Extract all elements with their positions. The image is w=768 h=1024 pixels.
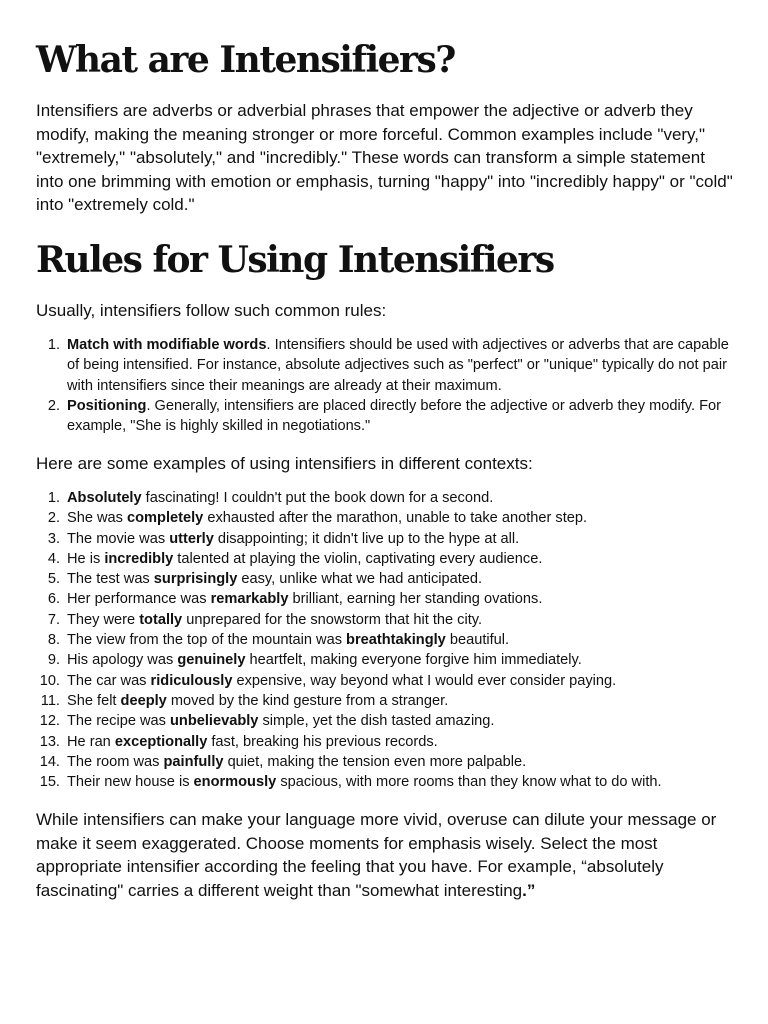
example-text-after: expensive, way beyond what I would ever consider paying. bbox=[232, 672, 617, 689]
closing-text: While intensifiers can make your language more vivid, overuse can dilute your message or make it seem exaggerated. Choose moments for emphasis wisely. Select the most appropriate intensifier according the feeling that you have. For example, “absolutely fascinating" carries a different weight than "somewhat interesting bbox=[36, 810, 717, 900]
rules-list bbox=[36, 335, 736, 436]
example-number: 4. bbox=[47, 550, 60, 567]
example-intensifier: unbelievably bbox=[170, 713, 259, 730]
example-text-before: His apology was bbox=[67, 652, 178, 669]
example-text-before: He is bbox=[67, 550, 105, 567]
example-intensifier: ridiculously bbox=[150, 672, 233, 689]
rule-title: Positioning bbox=[67, 397, 147, 414]
example-text-before: The car was bbox=[67, 672, 151, 689]
example-number: 1. bbox=[47, 489, 60, 506]
intro-paragraph: Intensifiers are adverbs or adverbial phrases that empower the adjective or adverb they modify, making the meaning stronger or more forceful. Common examples include "very," "extremely," "absolutely," and "incredibly." These words can transform a simple statement into one brimming with emotion or emphasis, turning "happy" into "incredibly happy" or "cold" into "extremely cold." bbox=[36, 101, 733, 214]
example-number: 14. bbox=[39, 753, 60, 770]
article bbox=[36, 38, 736, 902]
example-text-after: beautiful. bbox=[445, 632, 510, 649]
rule-text: . Intensifiers should be used with adjectives or adverbs that are capable of being intensified. For instance, absolute adjectives such as "perfect" or "unique" typically do not pair with intensifiers since their meanings are already at their maximum. bbox=[67, 337, 729, 394]
rules-lead: Usually, intensifiers follow such common rules: bbox=[36, 300, 387, 320]
example-text-after: spacious, with more rooms than they know what to do with. bbox=[276, 774, 662, 791]
example-text-after: heartfelt, making everyone forgive him immediately. bbox=[245, 652, 582, 669]
rule-text: . Generally, intensifiers are placed directly before the adjective or adverb they modify. For example, "She is highly skilled in negotiations." bbox=[67, 397, 722, 435]
example-intensifier: completely bbox=[127, 510, 204, 527]
example-intensifier: deeply bbox=[120, 692, 167, 709]
intro-heading: What are Intensifiers? bbox=[36, 39, 455, 81]
example-item bbox=[36, 529, 736, 549]
example-number: 12. bbox=[39, 713, 60, 730]
example-number: 6. bbox=[47, 591, 60, 608]
examples-list bbox=[36, 488, 736, 792]
example-text-after: exhausted after the marathon, unable to take another step. bbox=[203, 510, 588, 527]
example-text-after: simple, yet the dish tasted amazing. bbox=[258, 713, 495, 730]
example-text-before: The movie was bbox=[67, 530, 170, 547]
example-text-after: disappointing; it didn't live up to the hype at all. bbox=[213, 530, 520, 547]
example-text-after: moved by the kind gesture from a stranger. bbox=[166, 692, 449, 709]
example-text-before: Her performance was bbox=[67, 591, 211, 608]
example-item bbox=[36, 752, 736, 772]
example-item bbox=[36, 691, 736, 711]
example-item bbox=[36, 508, 736, 528]
example-item bbox=[36, 671, 736, 691]
example-item bbox=[36, 650, 736, 670]
rules-heading: Rules for Using Intensifiers bbox=[36, 238, 554, 281]
example-item bbox=[36, 711, 736, 731]
example-item bbox=[36, 610, 736, 630]
example-intensifier: exceptionally bbox=[114, 733, 208, 750]
example-text-before: They were bbox=[67, 611, 140, 628]
example-intensifier: enormously bbox=[193, 774, 277, 791]
example-item bbox=[36, 589, 736, 609]
example-intensifier: breathtakingly bbox=[346, 632, 446, 649]
example-text-after: unprepared for the snowstorm that hit the city. bbox=[182, 611, 483, 628]
rule-number: 1. bbox=[47, 337, 60, 353]
example-intensifier: surprisingly bbox=[153, 571, 238, 588]
example-item bbox=[36, 630, 736, 650]
example-text-after: talented at playing the violin, captivating every audience. bbox=[173, 550, 543, 567]
example-item bbox=[36, 732, 736, 752]
example-intensifier: incredibly bbox=[104, 550, 174, 567]
example-text-before: The room was bbox=[67, 753, 164, 770]
example-intensifier: remarkably bbox=[210, 591, 289, 608]
example-text-before: The recipe was bbox=[67, 713, 171, 730]
example-intensifier: painfully bbox=[163, 753, 224, 770]
example-number: 8. bbox=[47, 632, 60, 649]
example-number: 7. bbox=[47, 611, 60, 628]
example-item bbox=[36, 488, 736, 508]
example-number: 10. bbox=[39, 672, 60, 689]
closing-end: .” bbox=[522, 880, 536, 900]
example-text-before: She was bbox=[67, 510, 128, 527]
closing-paragraph bbox=[36, 808, 736, 902]
example-item bbox=[36, 772, 736, 792]
rule-number: 2. bbox=[47, 397, 60, 414]
example-text-before: She felt bbox=[67, 692, 121, 709]
example-number: 5. bbox=[47, 571, 60, 588]
example-intensifier: totally bbox=[139, 611, 183, 628]
examples-lead: Here are some examples of using intensifiers in different contexts: bbox=[36, 454, 533, 474]
example-intensifier: utterly bbox=[169, 530, 214, 547]
example-number: 2. bbox=[47, 510, 60, 527]
example-text-after: brilliant, earning her standing ovations. bbox=[288, 591, 543, 608]
example-intensifier: genuinely bbox=[177, 652, 246, 669]
example-number: 9. bbox=[47, 652, 60, 669]
rule-item bbox=[36, 335, 736, 396]
example-text-after: easy, unlike what we had anticipated. bbox=[237, 571, 483, 588]
rule-item bbox=[36, 396, 736, 437]
example-text-after: fast, breaking his previous records. bbox=[207, 733, 438, 750]
example-text-before: The view from the top of the mountain was bbox=[67, 632, 347, 649]
example-text-after: fascinating! I couldn't put the book down for a second. bbox=[141, 489, 494, 506]
example-item bbox=[36, 549, 736, 569]
rule-title: Match with modifiable words bbox=[67, 337, 267, 353]
example-item bbox=[36, 569, 736, 589]
example-text-before: Their new house is bbox=[67, 774, 194, 791]
example-text-after: quiet, making the tension even more palpable. bbox=[223, 753, 527, 770]
example-number: 3. bbox=[47, 530, 60, 547]
example-text-before: He ran bbox=[67, 733, 115, 750]
example-text-before: The test was bbox=[67, 571, 154, 588]
example-number: 15. bbox=[39, 774, 60, 791]
example-number: 13. bbox=[39, 733, 60, 750]
example-intensifier: Absolutely bbox=[67, 489, 142, 506]
example-number: 11. bbox=[40, 692, 60, 709]
